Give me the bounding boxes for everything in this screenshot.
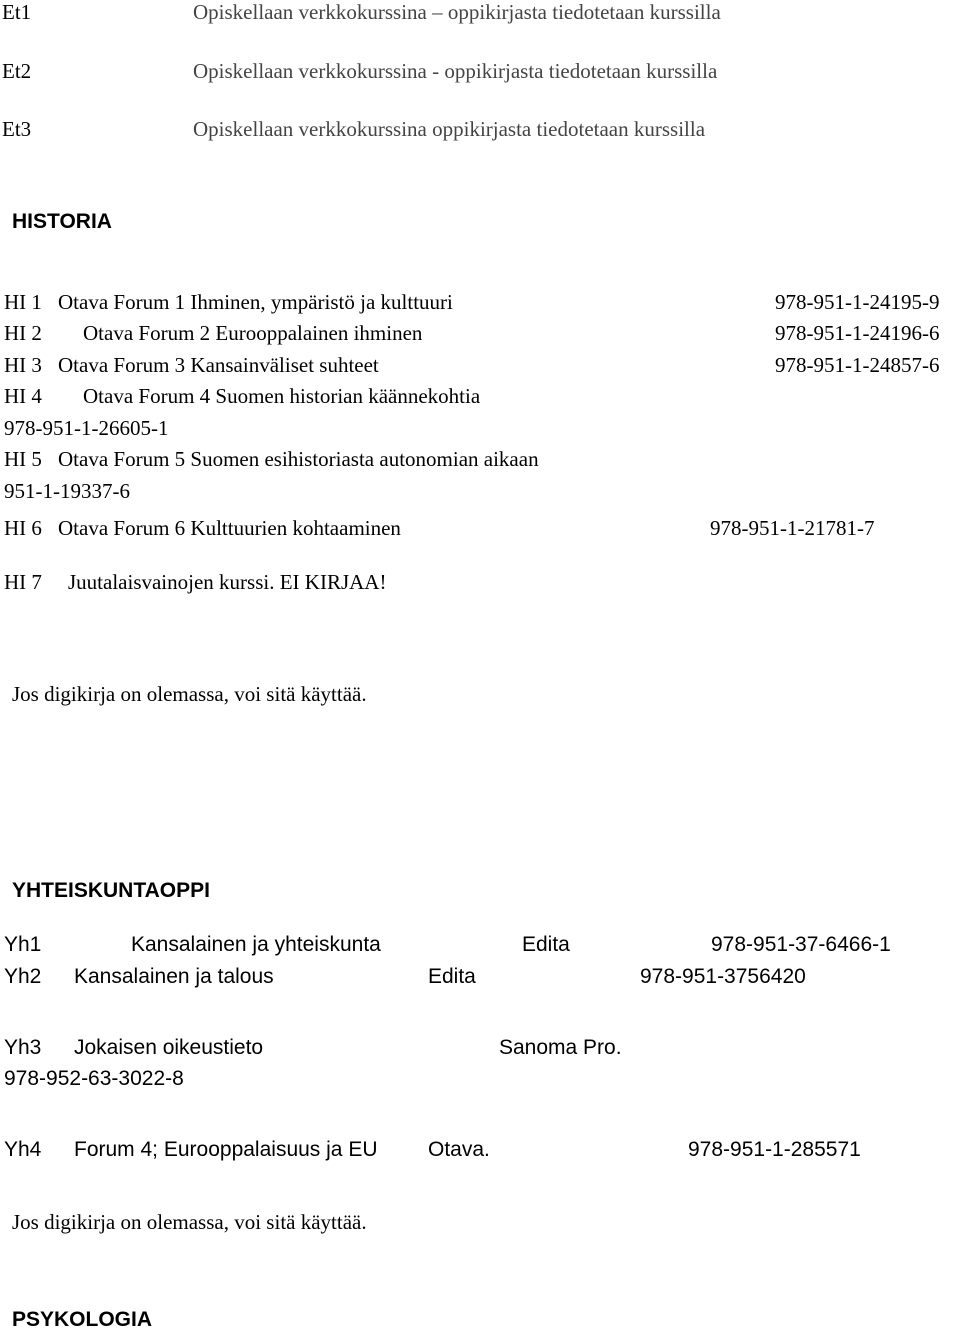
historia-note: Jos digikirja on olemassa, voi sitä käyttää. (12, 682, 367, 706)
yh2-code: Yh2 (4, 965, 42, 988)
hi5-code: HI 5 (4, 447, 42, 471)
hi5-isbn: 951-1-19337-6 (4, 479, 130, 503)
yh4-title: Forum 4; Eurooppalaisuus ja EU (74, 1138, 378, 1161)
hi3-code: HI 3 (4, 353, 42, 377)
yhteiskuntaoppi-heading: YHTEISKUNTAOPPI (12, 879, 210, 902)
hi3-isbn: 978-951-1-24857-6 (775, 353, 940, 377)
hi5-title: Otava Forum 5 Suomen esihistoriasta autonomian aikaan (58, 447, 539, 471)
hi6-isbn: 978-951-1-21781-7 (710, 516, 875, 540)
yh1-code: Yh1 (4, 933, 42, 956)
yh3-isbn: 978-952-63-3022-8 (4, 1067, 184, 1090)
hi7-title: Juutalaisvainojen kurssi. EI KIRJAA! (68, 570, 387, 594)
hi2-title: Otava Forum 2 Eurooppalainen ihminen (83, 321, 423, 345)
yh4-publisher: Otava. (428, 1138, 490, 1161)
yh4-code: Yh4 (4, 1138, 42, 1161)
hi6-code: HI 6 (4, 516, 42, 540)
yh2-publisher: Edita (428, 965, 476, 988)
hi2-isbn: 978-951-1-24196-6 (775, 321, 940, 345)
psykologia-heading: PSYKOLOGIA (12, 1308, 153, 1331)
et2-code: Et2 (2, 59, 32, 83)
hi4-title: Otava Forum 4 Suomen historian käännekohtia (83, 384, 481, 408)
hi1-code: HI 1 (4, 290, 42, 314)
yh2-isbn: 978-951-3756420 (640, 965, 806, 988)
yh3-publisher: Sanoma Pro. (499, 1036, 622, 1059)
hi3-title: Otava Forum 3 Kansainväliset suhteet (58, 353, 379, 377)
hi4-isbn: 978-951-1-26605-1 (4, 416, 169, 440)
hi6-title: Otava Forum 6 Kulttuurien kohtaaminen (58, 516, 401, 540)
et1-code: Et1 (2, 0, 32, 24)
yh3-title: Jokaisen oikeustieto (74, 1036, 264, 1059)
yh1-isbn: 978-951-37-6466-1 (711, 933, 891, 956)
hi4-code: HI 4 (4, 384, 42, 408)
yh4-isbn: 978-951-1-285571 (688, 1138, 861, 1161)
et2-text: Opiskellaan verkkokurssina - oppikirjasta tiedotetaan kurssilla (193, 59, 718, 83)
et3-text: Opiskellaan verkkokurssina oppikirjasta tiedotetaan kurssilla (193, 117, 706, 141)
et1-text: Opiskellaan verkkokurssina – oppikirjasta tiedotetaan kurssilla (193, 0, 721, 24)
yh2-title: Kansalainen ja talous (74, 965, 274, 988)
yh1-title: Kansalainen ja yhteiskunta (131, 933, 381, 956)
hi7-code: HI 7 (4, 570, 42, 594)
hi1-title: Otava Forum 1 Ihminen, ympäristö ja kulttuuri (58, 290, 453, 314)
yh1-publisher: Edita (522, 933, 570, 956)
et3-code: Et3 (2, 117, 32, 141)
hi1-isbn: 978-951-1-24195-9 (775, 290, 940, 314)
yh3-code: Yh3 (4, 1036, 42, 1059)
yhteiskuntaoppi-note: Jos digikirja on olemassa, voi sitä käyttää. (12, 1210, 367, 1234)
historia-heading: HISTORIA (12, 210, 112, 233)
hi2-code: HI 2 (4, 321, 42, 345)
